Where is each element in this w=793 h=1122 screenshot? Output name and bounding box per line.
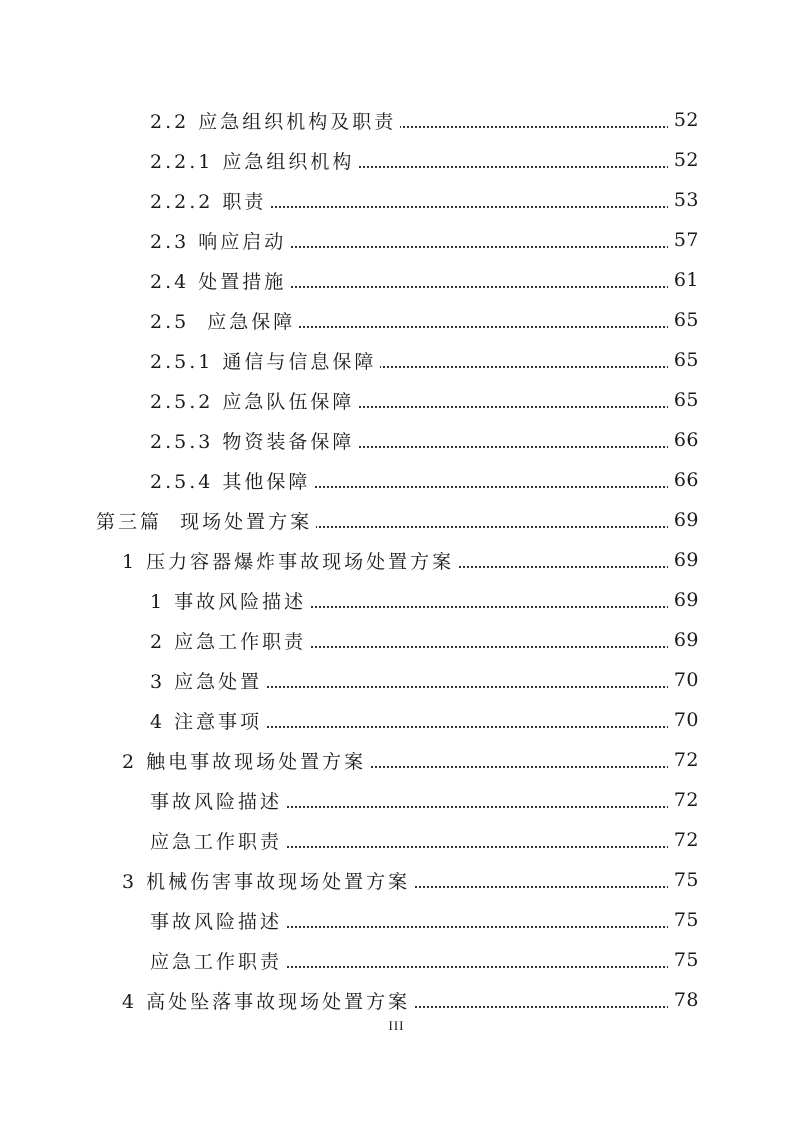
toc-entry-page: 75 xyxy=(668,909,699,931)
toc-entry-label: 2.2.2 职责 xyxy=(150,187,270,214)
toc-entry-label: 2.2.1 应急组织机构 xyxy=(150,147,358,174)
toc-entry-label: 4 注意事项 xyxy=(150,707,266,734)
toc-entry-page: 52 xyxy=(668,149,699,171)
toc-entry-label: 2.5.2 应急队伍保障 xyxy=(150,387,358,414)
toc-entry-label: 4 高处坠落事故现场处置方案 xyxy=(122,987,414,1014)
toc-entry-page: 65 xyxy=(668,389,699,411)
toc-entry-label: 1 事故风险描述 xyxy=(150,587,310,614)
toc-entry-page: 52 xyxy=(668,109,699,131)
toc-entry-label: 2.4 处置措施 xyxy=(150,267,290,294)
toc-entry-part[interactable] xyxy=(0,500,793,540)
toc-entry-label: 3 应急处置 xyxy=(150,667,266,694)
toc-entry[interactable] xyxy=(0,100,793,140)
toc-entry-label: 2.5.1 通信与信息保障 xyxy=(150,347,380,374)
toc-entry-page: 57 xyxy=(668,229,699,251)
toc-entry-label: 事故风险描述 xyxy=(150,787,286,814)
toc-entry-chapter[interactable] xyxy=(0,980,793,1020)
toc-entry-page: 66 xyxy=(668,429,699,451)
toc-entry-page: 78 xyxy=(668,989,699,1011)
toc-entry[interactable] xyxy=(0,380,793,420)
toc-entry[interactable] xyxy=(0,780,793,820)
toc-entry[interactable] xyxy=(0,340,793,380)
toc-entry-page: 72 xyxy=(668,749,699,771)
toc-entry[interactable] xyxy=(0,220,793,260)
toc-entry[interactable] xyxy=(0,580,793,620)
toc-entry-page: 75 xyxy=(668,869,699,891)
toc-entry-page: 69 xyxy=(668,589,699,611)
toc-entry-page: 70 xyxy=(668,709,699,731)
toc-entry-page: 66 xyxy=(668,469,699,491)
toc-entry[interactable] xyxy=(0,700,793,740)
toc-entry-page: 72 xyxy=(668,829,699,851)
toc-entry[interactable] xyxy=(0,180,793,220)
toc-entry-page: 65 xyxy=(668,309,699,331)
toc-entry[interactable] xyxy=(0,620,793,660)
toc-entry-chapter[interactable] xyxy=(0,860,793,900)
toc-entry-label: 1 压力容器爆炸事故现场处置方案 xyxy=(122,547,458,574)
toc-entry-page: 53 xyxy=(668,189,699,211)
toc-entry-chapter[interactable] xyxy=(0,540,793,580)
toc-entry-page: 70 xyxy=(668,669,699,691)
toc-entry-label: 第三篇 现场处置方案 xyxy=(96,507,316,534)
toc-entry-label: 2.2 应急组织机构及职责 xyxy=(150,107,400,134)
toc-entry-page: 72 xyxy=(668,789,699,811)
toc-entry[interactable] xyxy=(0,940,793,980)
page-number: III xyxy=(388,1018,405,1033)
table-of-contents xyxy=(0,100,793,1020)
toc-entry-page: 69 xyxy=(668,549,699,571)
toc-entry[interactable] xyxy=(0,140,793,180)
toc-entry-label: 应急工作职责 xyxy=(150,827,286,854)
toc-entry[interactable] xyxy=(0,820,793,860)
toc-entry-page: 61 xyxy=(668,269,699,291)
toc-entry-page: 69 xyxy=(668,509,699,531)
toc-entry-page: 65 xyxy=(668,349,699,371)
toc-entry-page: 69 xyxy=(668,629,699,651)
toc-entry-label: 2.5.4 其他保障 xyxy=(150,467,314,494)
toc-entry[interactable] xyxy=(0,460,793,500)
toc-entry[interactable] xyxy=(0,420,793,460)
toc-entry-label: 应急工作职责 xyxy=(150,947,286,974)
toc-entry-label: 2.5.3 物资装备保障 xyxy=(150,427,358,454)
toc-entry-label: 2 应急工作职责 xyxy=(150,627,310,654)
toc-entry[interactable] xyxy=(0,300,793,340)
toc-entry[interactable] xyxy=(0,660,793,700)
toc-entry-label: 2.5 应急保障 xyxy=(150,307,299,334)
toc-entry[interactable] xyxy=(0,260,793,300)
toc-entry-label: 2 触电事故现场处置方案 xyxy=(122,747,370,774)
toc-entry-page: 75 xyxy=(668,949,699,971)
toc-entry-chapter[interactable] xyxy=(0,740,793,780)
toc-entry[interactable] xyxy=(0,900,793,940)
toc-entry-label: 事故风险描述 xyxy=(150,907,286,934)
toc-entry-label: 3 机械伤害事故现场处置方案 xyxy=(122,867,414,894)
toc-entry-label: 2.3 响应启动 xyxy=(150,227,290,254)
